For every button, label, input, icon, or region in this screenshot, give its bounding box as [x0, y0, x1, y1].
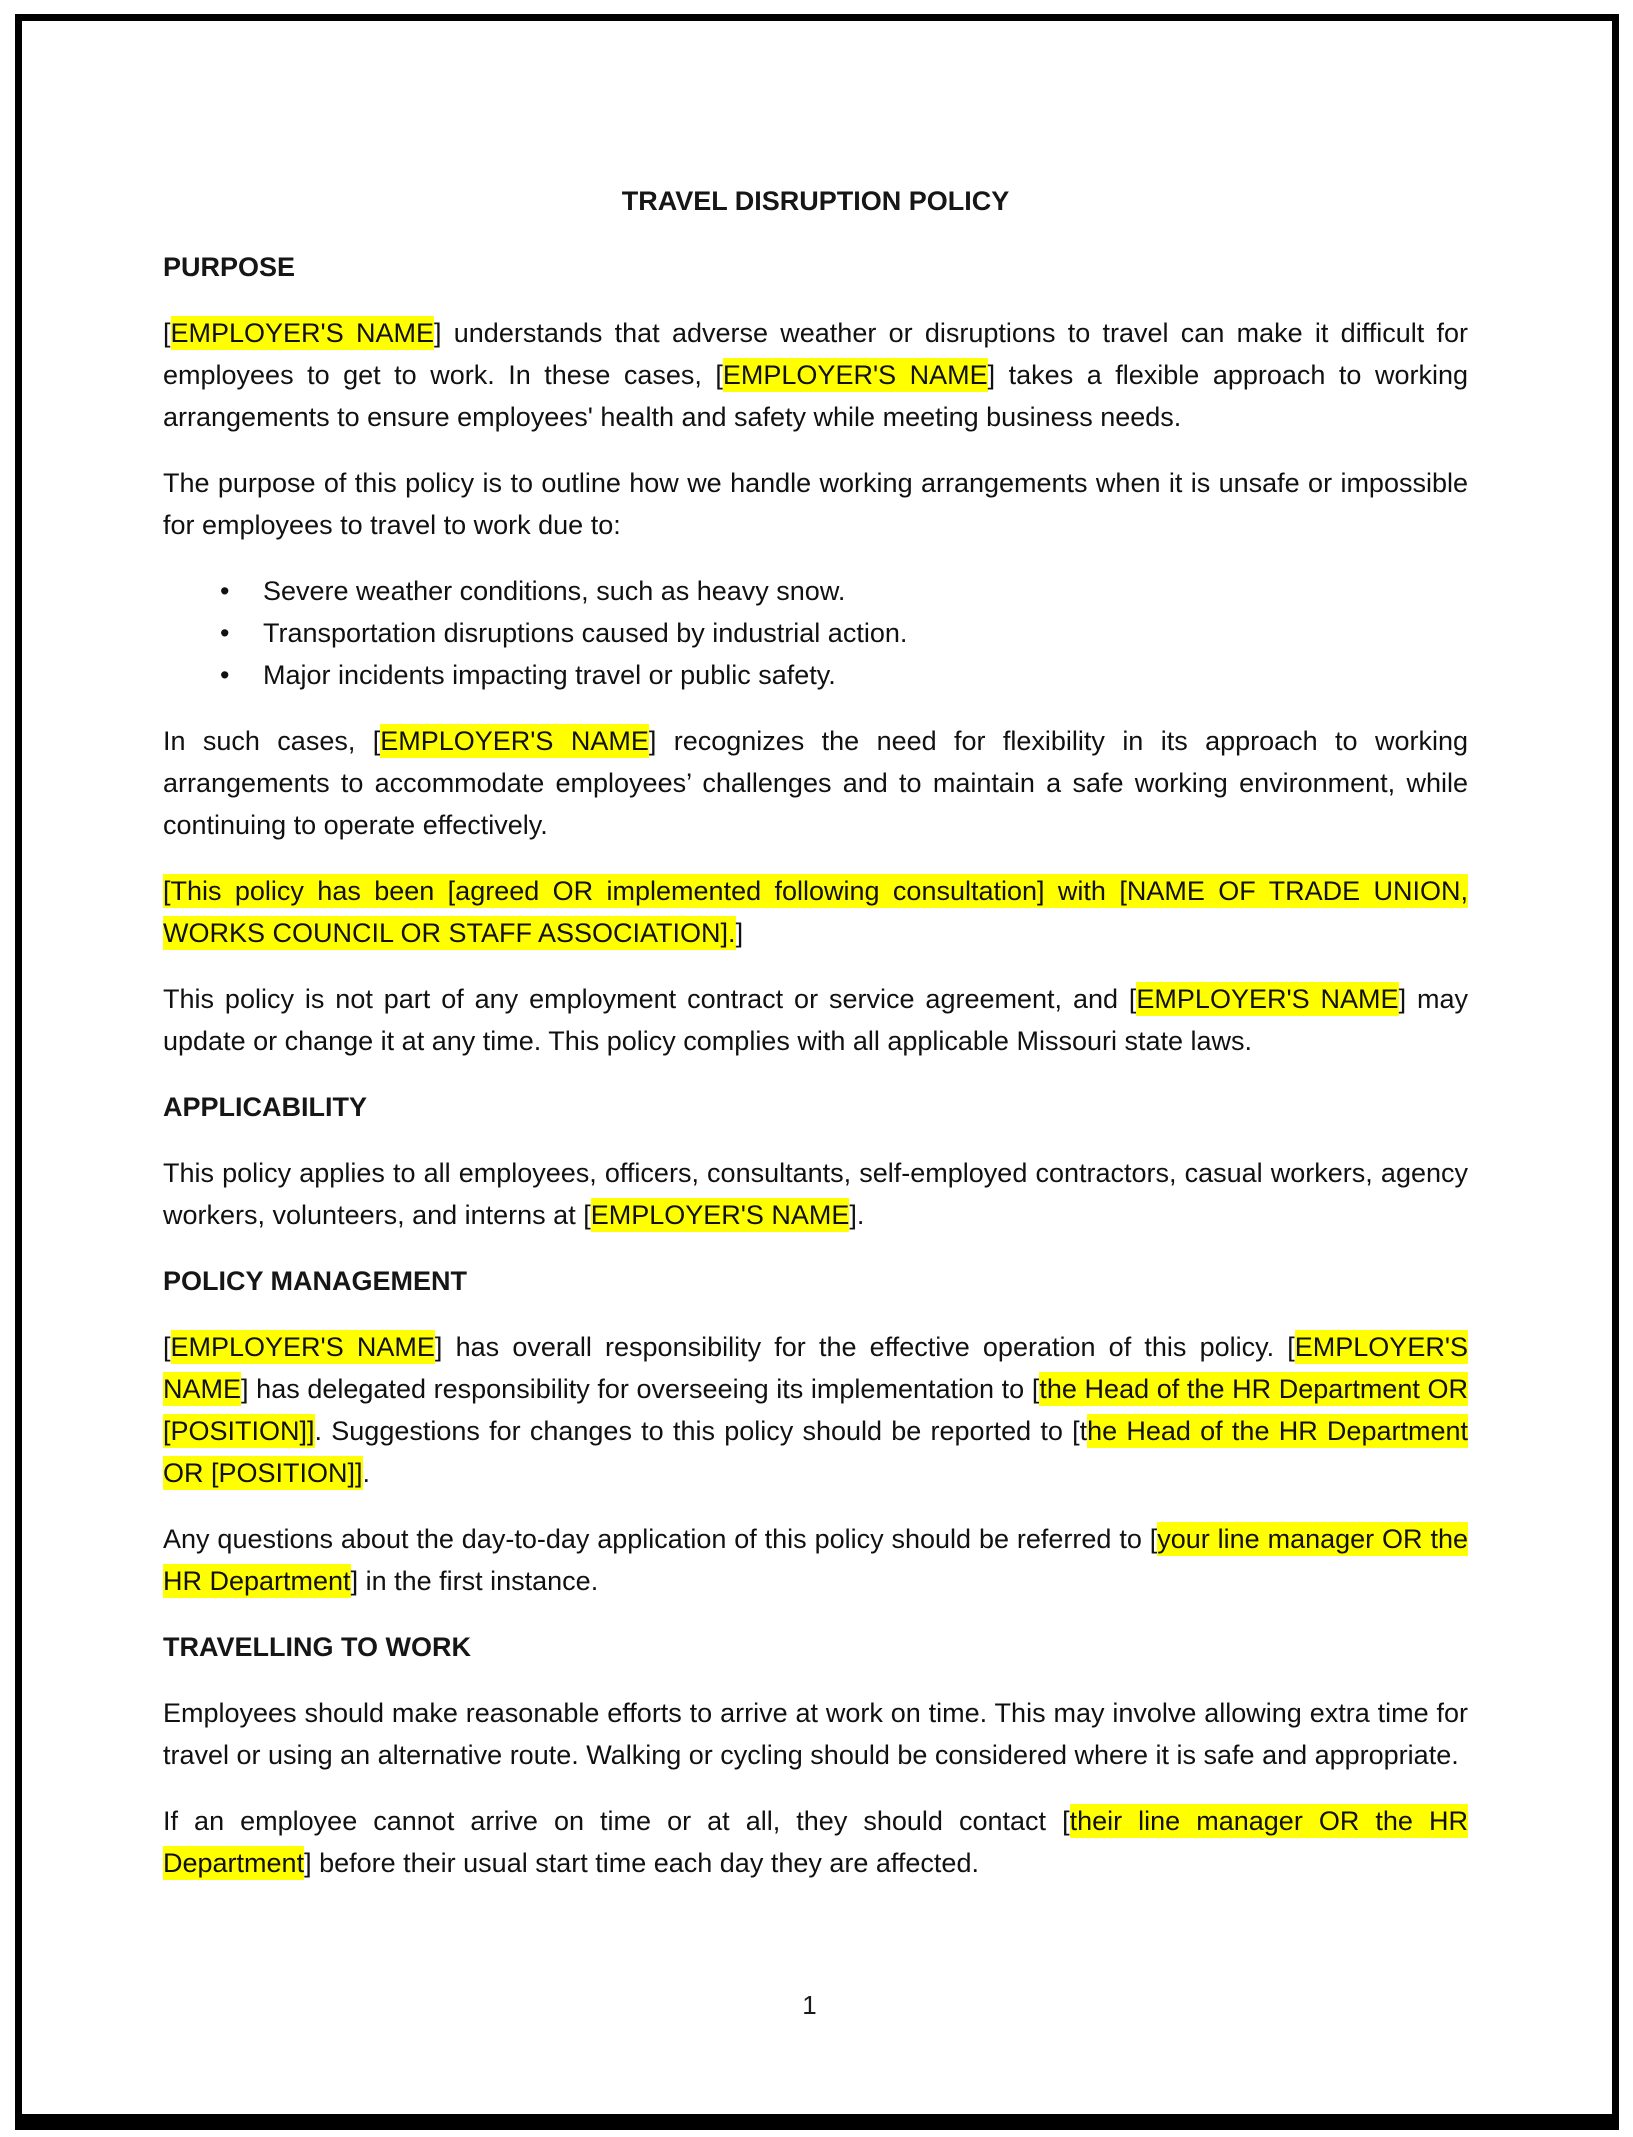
list-item: • Severe weather conditions, such as heavy snow.: [163, 570, 1468, 612]
section-heading: APPLICABILITY: [163, 1092, 368, 1122]
text-segment: ] takes a flexible approach to working arrangements to ensure employees' health and safety while meeting business needs.: [163, 360, 1468, 432]
list-item: • Major incidents impacting travel or public safety.: [163, 654, 1468, 696]
text-segment: ] understands that adverse weather or disruptions to travel can make it difficult for employees to get to work. In these cases, [: [163, 318, 1468, 390]
text-segment: ] has overall responsibility for the effective operation of this policy. [: [434, 1332, 1295, 1362]
highlighted-text: EMPLOYER'S NAME: [380, 726, 649, 756]
highlighted-text: EMPLOYER'S NAME: [722, 360, 988, 390]
text-segment: ] in the first instance.: [350, 1566, 599, 1596]
text-segment: This policy applies to all employees, officers, consultants, self-employed contractors, casual workers, agency workers, volunteers, and interns at [: [163, 1158, 1468, 1230]
list-item: • Transportation disruptions caused by industrial action.: [163, 612, 1468, 654]
text-segment: . Suggestions for changes to this policy should be reported to [t: [314, 1416, 1088, 1446]
text-segment: If an employee cannot arrive on time or at all, they should contact [: [163, 1806, 1070, 1836]
text-segment: ] has delegated responsibility for overseeing its implementation to [: [241, 1374, 1040, 1404]
text-segment: ] may update or change it at any time. This policy complies with all applicable Missouri state laws.: [163, 984, 1468, 1056]
highlighted-text: EMPLOYER'S NAME: [170, 1332, 435, 1362]
page-number: 1: [802, 1990, 817, 2020]
text-segment: This policy is not part of any employment contract or service agreement, and [: [163, 984, 1137, 1014]
paragraph: [163, 1152, 1468, 1236]
section-heading: TRAVELLING TO WORK: [163, 1632, 471, 1662]
text-segment: ] recognizes the need for flexibility in its approach to working arrangements to accommodate employees’ challenges and to maintain a safe working environment, while continuing to operate effectively.: [163, 726, 1468, 840]
text-segment: ].: [849, 1200, 865, 1230]
bullet-list: [163, 570, 1468, 696]
paragraph: [163, 720, 1468, 846]
highlighted-text: your line manager OR the HR Department: [163, 1524, 1468, 1596]
text-segment: ]: [735, 918, 744, 948]
text-segment: The purpose of this policy is to outline how we handle working arrangements when it is unsafe or impossible for employees to travel to work due to:: [163, 468, 1468, 540]
page-content: [163, 180, 1468, 2137]
paragraph: [163, 870, 1468, 954]
highlighted-text: he Head of the HR Department OR [POSITION]]: [163, 1416, 1468, 1488]
paragraph: [163, 1692, 1468, 1776]
paragraph: [163, 1518, 1468, 1602]
document-body: [163, 246, 1468, 1884]
highlighted-text: [This policy has been [agreed OR implemented following consultation] with [NAME OF TRADE UNION, WORKS COUNCIL OR STAFF ASSOCIATION].: [163, 876, 1468, 948]
text-segment: In such cases, [: [163, 726, 381, 756]
text-segment: Employees should make reasonable efforts to arrive at work on time. This may involve allowing extra time for travel or using an alternative route. Walking or cycling should be considered where it is safe and appropriate.: [163, 1698, 1468, 1770]
highlighted-text: EMPLOYER'S NAME: [590, 1200, 850, 1230]
highlighted-text: EMPLOYER'S NAME: [170, 318, 434, 348]
document-title: TRAVEL DISRUPTION POLICY: [621, 186, 1010, 216]
highlighted-text: EMPLOYER'S NAME: [163, 1332, 1468, 1404]
paragraph: [163, 1800, 1468, 1884]
highlighted-text: EMPLOYER'S NAME: [1136, 984, 1399, 1014]
text-segment: [: [163, 1332, 171, 1362]
paragraph: [163, 312, 1468, 438]
text-segment: [: [163, 318, 171, 348]
paragraph: [163, 978, 1468, 1062]
highlighted-text: their line manager OR the HR Department: [163, 1806, 1468, 1878]
text-segment: Any questions about the day-to-day application of this policy should be referred to [: [163, 1524, 1158, 1554]
section-heading: POLICY MANAGEMENT: [163, 1266, 468, 1296]
paragraph: [163, 462, 1468, 546]
section-heading: PURPOSE: [163, 252, 296, 282]
text-segment: .: [362, 1458, 371, 1488]
paragraph: [163, 1326, 1468, 1494]
highlighted-text: the Head of the HR Department OR [POSITION]]: [163, 1374, 1468, 1446]
text-segment: ] before their usual start time each day they are affected.: [304, 1848, 979, 1878]
